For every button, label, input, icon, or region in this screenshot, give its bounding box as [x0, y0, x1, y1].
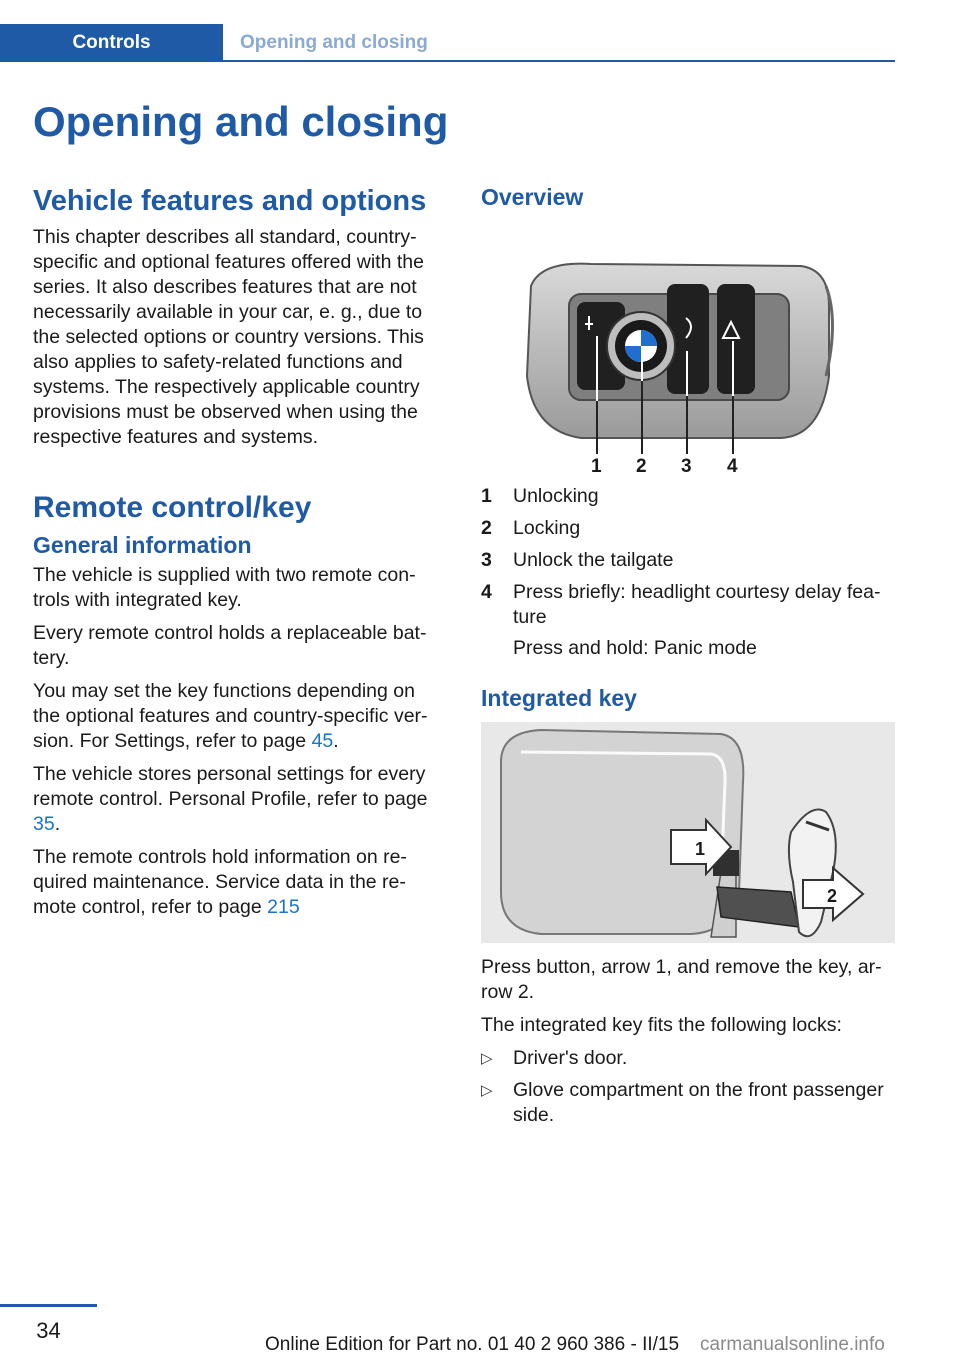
general-info-paragraph-4 — [33, 762, 443, 837]
bullet-triangle-icon: ▷ — [481, 1082, 493, 1100]
page-title: Opening and closing — [33, 98, 449, 145]
arrow-label-1: 1 — [695, 839, 706, 860]
key-label-2: 2 — [636, 455, 647, 476]
paragraph-text: The vehicle stores personal settings for every remote control. Personal Profile, refer to page — [33, 763, 428, 811]
integrated-key-paragraph-1: Press button, arrow 1, and remove the key, ar-row 2. — [481, 956, 882, 1004]
general-info-paragraph-3 — [33, 679, 443, 754]
tab-opening-and-closing[interactable]: Opening and closing — [240, 32, 428, 53]
list-item — [481, 516, 895, 541]
key-label-4: 4 — [727, 455, 738, 476]
key-label-3: 3 — [681, 455, 692, 476]
item-text: Locking — [513, 516, 581, 539]
header-bar — [0, 24, 895, 62]
page-link-215[interactable]: 215 — [267, 896, 300, 919]
arrow-label-2: 2 — [827, 886, 838, 907]
right-column — [481, 184, 895, 1135]
footer-rule — [0, 1304, 97, 1307]
page-number: 34 — [36, 1318, 61, 1343]
bullet-text: Glove compartment on the front passenger side. — [513, 1079, 884, 1127]
item-number: 3 — [481, 548, 492, 571]
item-number: 4 — [481, 580, 492, 603]
paragraph-end: . — [333, 730, 339, 753]
list-item — [481, 484, 895, 509]
paragraph-text: The remote controls hold information on re-quired maintenance. Service data in the re-mote control, refer to page — [33, 846, 407, 919]
left-column — [33, 184, 443, 928]
section-remote-control-title: Remote control/key — [33, 490, 312, 524]
integrated-key-svg — [481, 722, 895, 943]
list-item — [481, 1046, 895, 1071]
page-link-45[interactable]: 45 — [311, 730, 334, 753]
item-text: Unlocking — [513, 484, 599, 507]
item-extra-text: Press and hold: Panic mode — [513, 636, 757, 659]
item-text-block — [513, 580, 895, 661]
paragraph-end: . — [54, 813, 61, 836]
list-item — [481, 1078, 895, 1128]
tab-controls[interactable]: Controls — [0, 24, 223, 62]
page-link-35[interactable]: 35 — [33, 813, 55, 836]
overview-title: Overview — [481, 184, 584, 210]
locks-list — [481, 1046, 895, 1128]
item-number: 1 — [481, 484, 492, 507]
general-info-paragraph-5 — [33, 845, 443, 920]
edition-text: Online Edition for Part no. 01 40 2 960 386 - II/15 — [265, 1334, 680, 1355]
general-info-paragraph-1: The vehicle is supplied with two remote con-trols with integrated key. — [33, 564, 416, 612]
general-information-title: General information — [33, 531, 252, 558]
watermark: carmanualsonline.info — [700, 1334, 885, 1355]
list-item — [481, 548, 895, 573]
button-function-list — [481, 484, 895, 661]
integrated-key-title: Integrated key — [481, 684, 637, 711]
item-text: Unlock the tailgate — [513, 548, 674, 571]
header-rule — [0, 60, 895, 62]
bullet-text: Driver's door. — [513, 1047, 628, 1070]
integrated-key-illustration — [481, 722, 895, 943]
remote-key-svg — [481, 226, 895, 476]
paragraph-text: You may set the key functions depending on the optional features and country-specific ver-sion. For Settings, refer to page — [33, 680, 428, 753]
list-item — [481, 580, 895, 661]
section-vehicle-features-title: Vehicle features and options — [33, 185, 427, 217]
integrated-key-paragraph-2: The integrated key fits the following locks: — [481, 1014, 842, 1037]
general-info-paragraph-2: Every remote control holds a replaceable bat-tery. — [33, 622, 427, 670]
section-vehicle-features-text: This chapter describes all standard, country-specific and optional features offered with the series. It also describes features that are not necessarily available in your car, e. g., due to the selected options or country versions. This also applies to safety-related functions and systems. The respectively applicable country provisions must be observed when using the respective features and systems. — [33, 225, 424, 448]
item-number: 2 — [481, 516, 492, 539]
key-label-1: 1 — [591, 455, 602, 476]
remote-key-illustration — [481, 226, 895, 476]
item-text: Press briefly: headlight courtesy delay fea-ture — [513, 580, 881, 628]
bullet-triangle-icon: ▷ — [481, 1050, 493, 1068]
